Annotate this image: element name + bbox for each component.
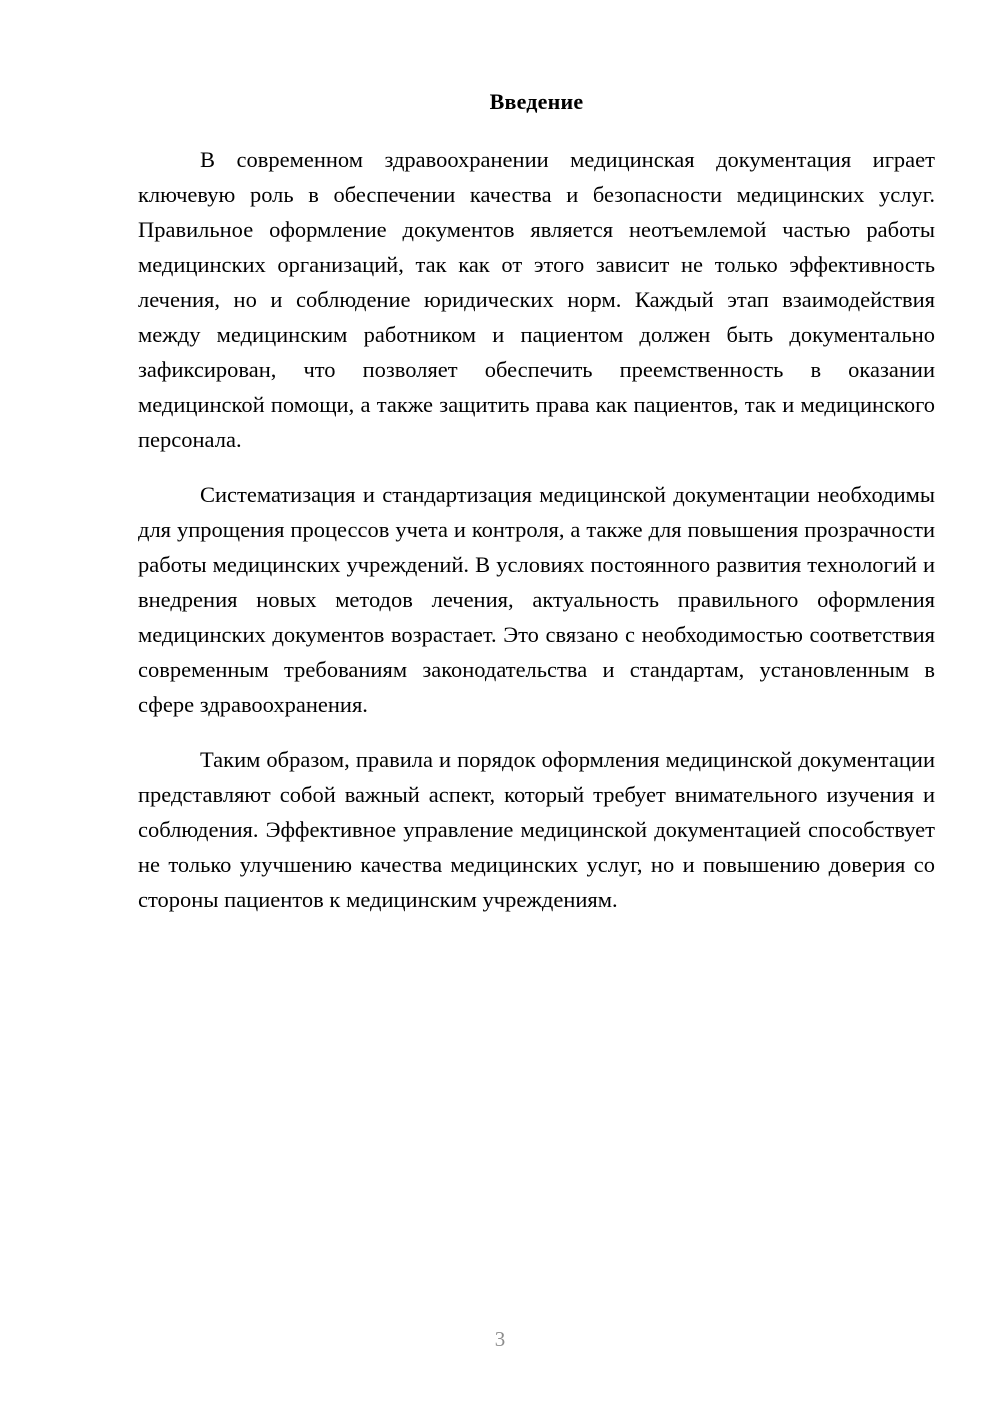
document-body bbox=[138, 88, 935, 917]
page-title: Введение bbox=[489, 89, 584, 114]
page-number: 3 bbox=[494, 1327, 506, 1351]
body-paragraph: Таким образом, правила и порядок оформления медицинской документации представляют собой важный аспект, который требует внимательного изучения и соблюдения. Эффективное управление медицинской документацией способствует не только улучшению качества медицинских услуг, но и повышению доверия со стороны пациентов к медицинским учреждениям. bbox=[138, 746, 935, 912]
body-paragraph: В современном здравоохранении медицинская документация играет ключевую роль в обеспечении качества и безопасности медицинских услуг. Правильное оформление документов является неотъемлемой частью работы медицинских организаций, так как от этого зависит не только эффективность лечения, но и соблюдение юридических норм. Каждый этап взаимодействия между медицинским работником и пациентом должен быть документально зафиксирован, что позволяет обеспечить преемственность в оказании медицинской помощи, а также защитить права как пациентов, так и медицинского персонала. bbox=[138, 146, 935, 452]
body-paragraph: Систематизация и стандартизация медицинской документации необходимы для упрощения процессов учета и контроля, а также для повышения прозрачности работы медицинских учреждений. В условиях постоянного развития технологий и внедрения новых методов лечения, актуальность правильного оформления медицинских документов возрастает. Это связано с необходимостью соответствия современным требованиям законодательства и стандартам, установленным в сфере здравоохранения. bbox=[138, 481, 935, 717]
